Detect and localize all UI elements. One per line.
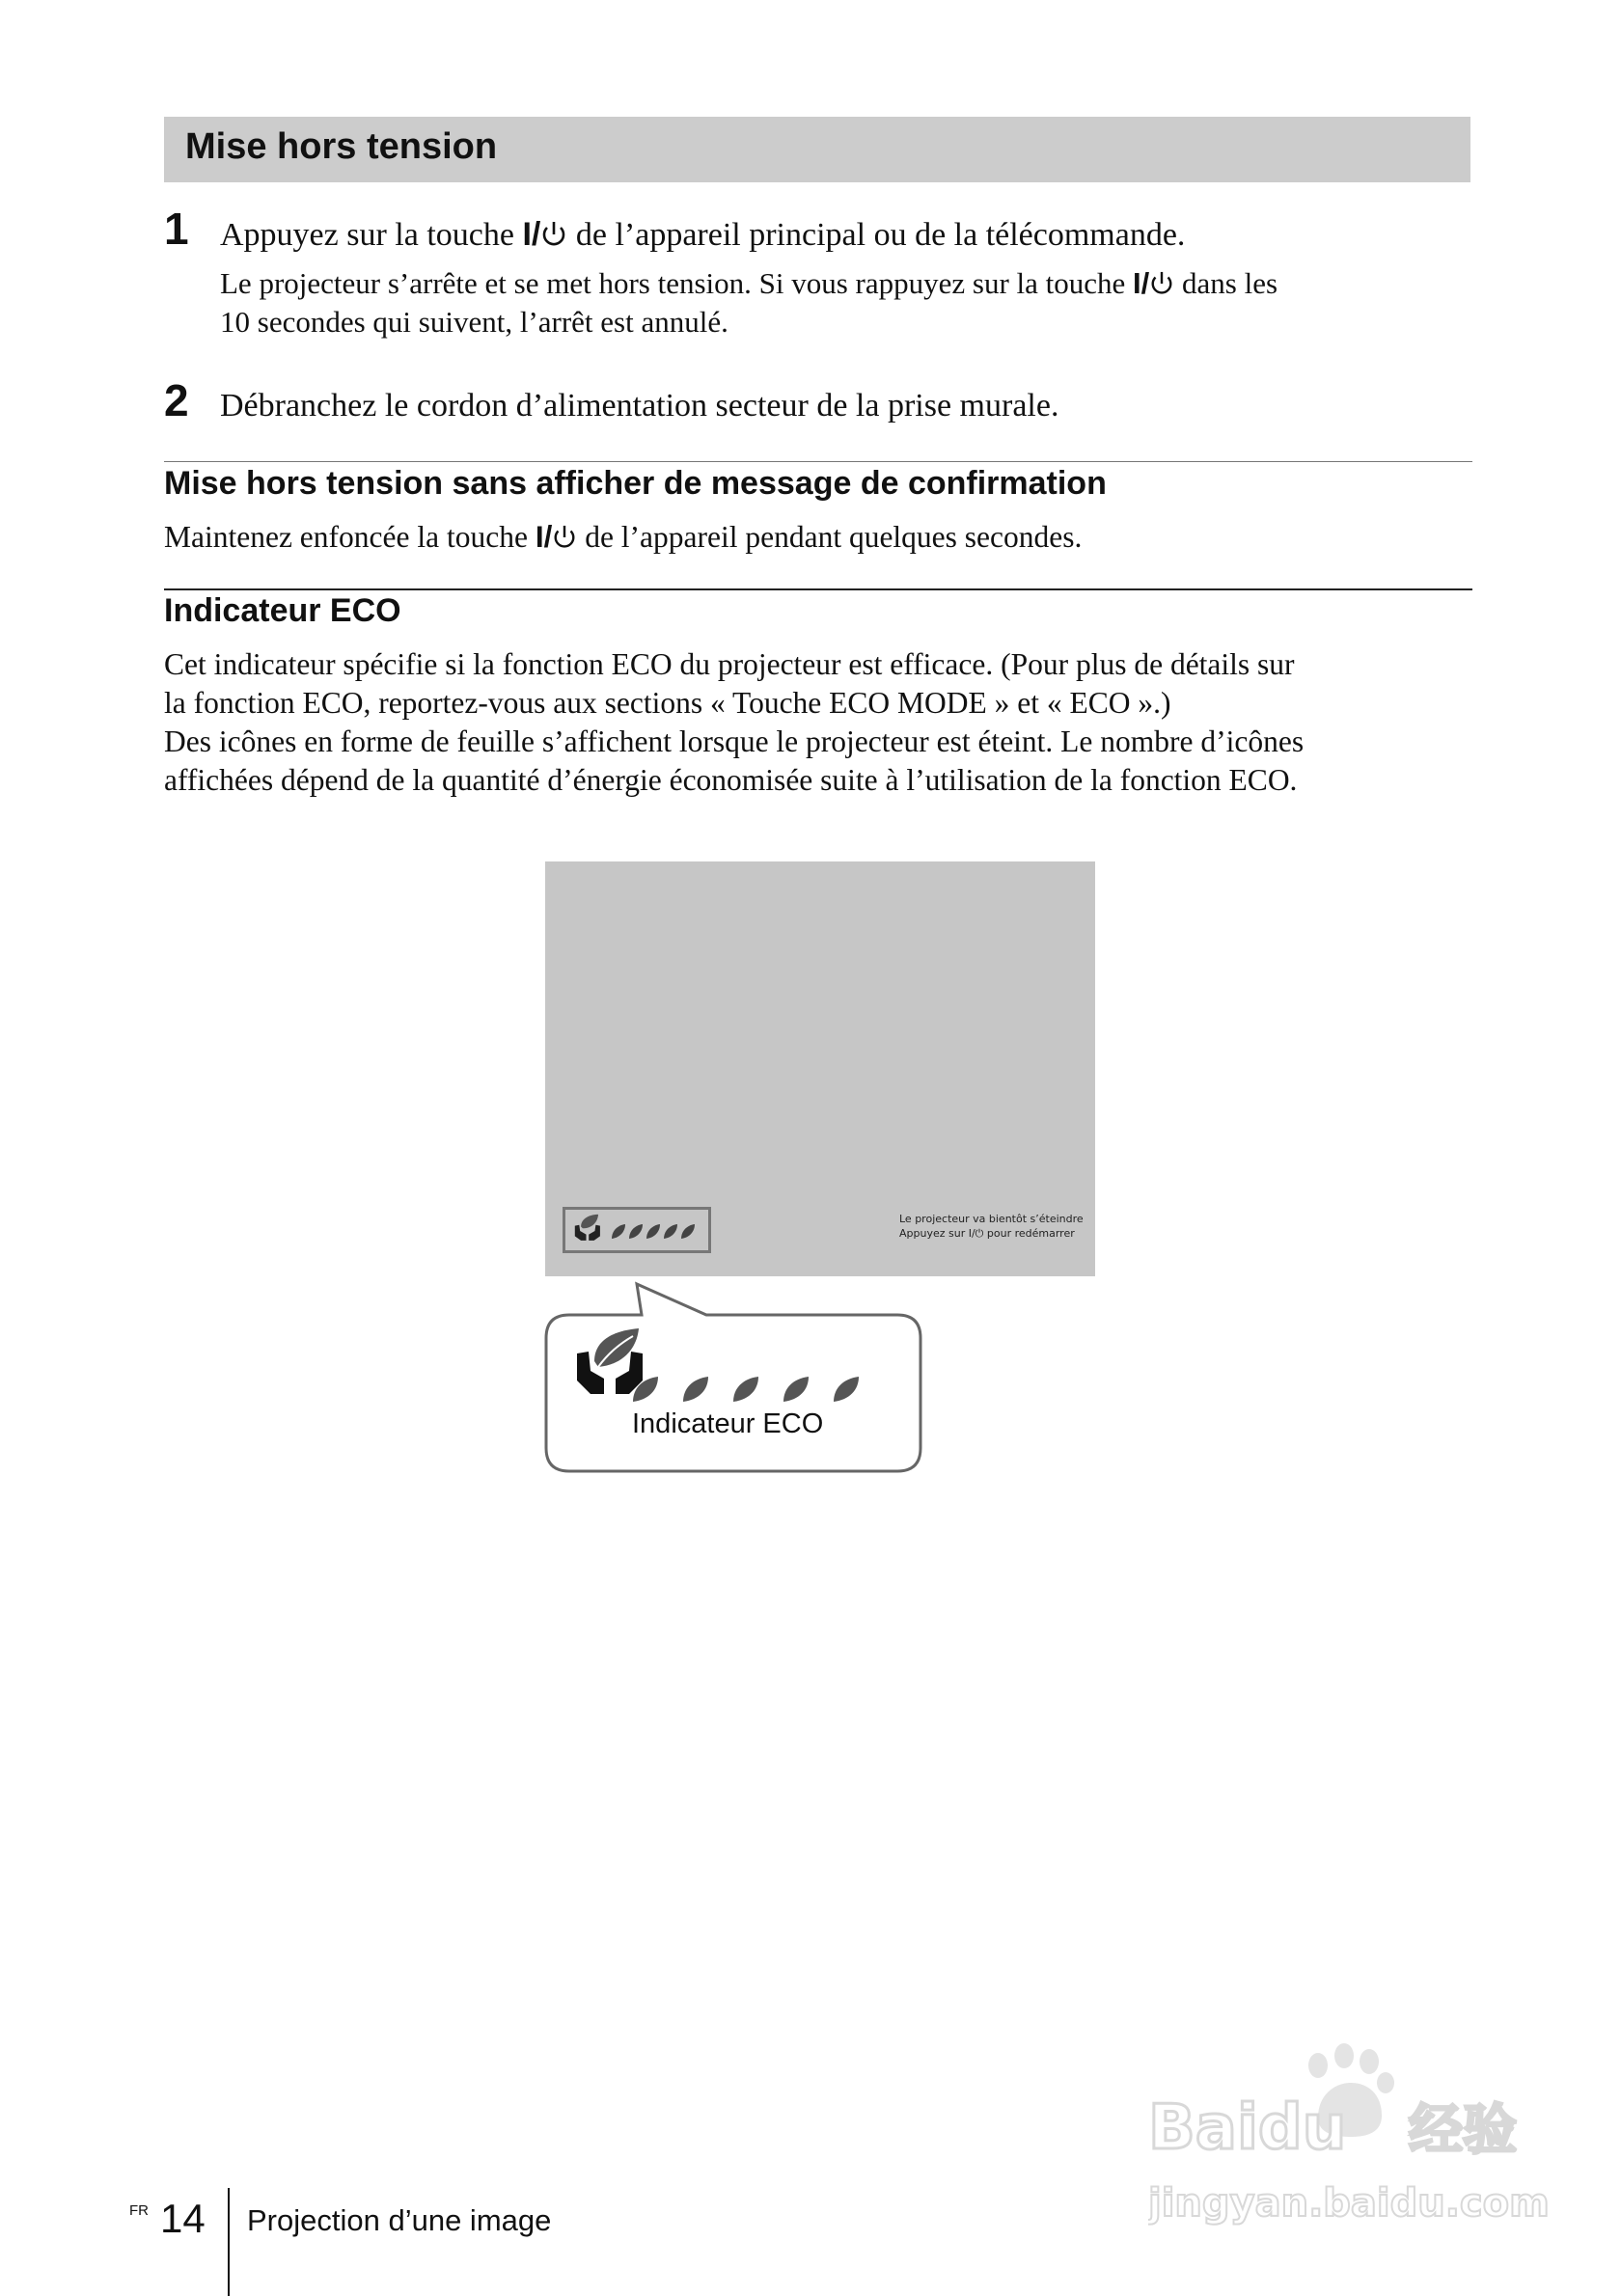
power-key-icon: I/ xyxy=(522,216,567,254)
watermark-brand: Baidu xyxy=(1148,2092,1347,2164)
watermark-url: jingyan.baidu.com xyxy=(1148,2181,1550,2226)
subsection-title-eco: Indicateur ECO xyxy=(164,592,401,629)
eco-paragraph-line: la fonction ECO, reportez-vous aux sections « Touche ECO MODE » et « ECO ».) xyxy=(164,686,1171,720)
screen-message-line-2 xyxy=(899,1226,1084,1241)
no-confirm-text-before: Maintenez enfoncée la touche xyxy=(164,520,536,554)
power-key-icon-small: I/⏻ xyxy=(968,1227,984,1240)
step-1-text-after: de l’appareil principal ou de la télécommande. xyxy=(567,217,1186,253)
footer-chapter-title: Projection d’une image xyxy=(247,2203,552,2237)
footer-language: FR xyxy=(129,2202,149,2219)
power-key-icon: I/ xyxy=(536,519,578,555)
step-2-instruction: Débranchez le cordon d’alimentation secteur de la prise murale. xyxy=(220,388,1059,424)
no-confirm-text-after: de l’appareil pendant quelques secondes. xyxy=(577,520,1083,554)
watermark-suffix: 经验 xyxy=(1409,2099,1517,2162)
section-header xyxy=(164,117,1470,182)
step-1-instruction xyxy=(220,216,1185,254)
screen-shutdown-message xyxy=(899,1212,1084,1241)
step-1-note-line-1 xyxy=(220,266,1278,301)
eco-indicator-small-icon xyxy=(565,1210,708,1250)
eco-indicator-highlight xyxy=(563,1207,711,1253)
footer-divider xyxy=(228,2188,230,2296)
step-1-text-before: Appuyez sur la touche xyxy=(220,217,523,253)
projector-screen-illustration xyxy=(545,861,1095,1276)
screen-message-line-2-after: pour redémarrer xyxy=(983,1227,1075,1240)
section-title: Mise hors tension xyxy=(185,126,498,167)
eco-paragraph-line: Cet indicateur spécifie si la fonction ECO du projecteur est efficace. (Pour plus de détails sur xyxy=(164,647,1295,681)
screen-message-line-1: Le projecteur va bientôt s’éteindre xyxy=(899,1213,1084,1225)
eco-indicator-callout xyxy=(540,1278,926,1481)
step-1-note-after: dans les xyxy=(1174,266,1278,300)
screen-message-line-2-before: Appuyez sur xyxy=(899,1227,969,1240)
eco-paragraph-line: Des icônes en forme de feuille s’affichent lorsque le projecteur est éteint. Le nombre d’icônes xyxy=(164,724,1305,758)
step-1-note-before: Le projecteur s’arrête et se met hors tension. Si vous rappuyez sur la touche xyxy=(220,266,1134,300)
power-key-icon: I/ xyxy=(1133,266,1174,301)
step-1-note-line-2: 10 secondes qui suivent, l’arrêt est annulé. xyxy=(220,305,728,339)
footer-page-number: 14 xyxy=(160,2196,206,2241)
step-1-number: 1 xyxy=(164,204,189,254)
divider-thin xyxy=(164,461,1472,462)
eco-paragraph-line: affichées dépend de la quantité d’énergie économisée suite à l’utilisation de la fonction ECO. xyxy=(164,763,1298,797)
subsection-no-confirm-text xyxy=(164,519,1082,555)
subsection-title-no-confirm: Mise hors tension sans afficher de message de confirmation xyxy=(164,465,1107,502)
baidu-watermark-logo xyxy=(1148,2040,1553,2272)
step-2-number: 2 xyxy=(164,375,189,425)
divider-thick xyxy=(164,588,1472,590)
callout-label: Indicateur ECO xyxy=(632,1408,824,1439)
